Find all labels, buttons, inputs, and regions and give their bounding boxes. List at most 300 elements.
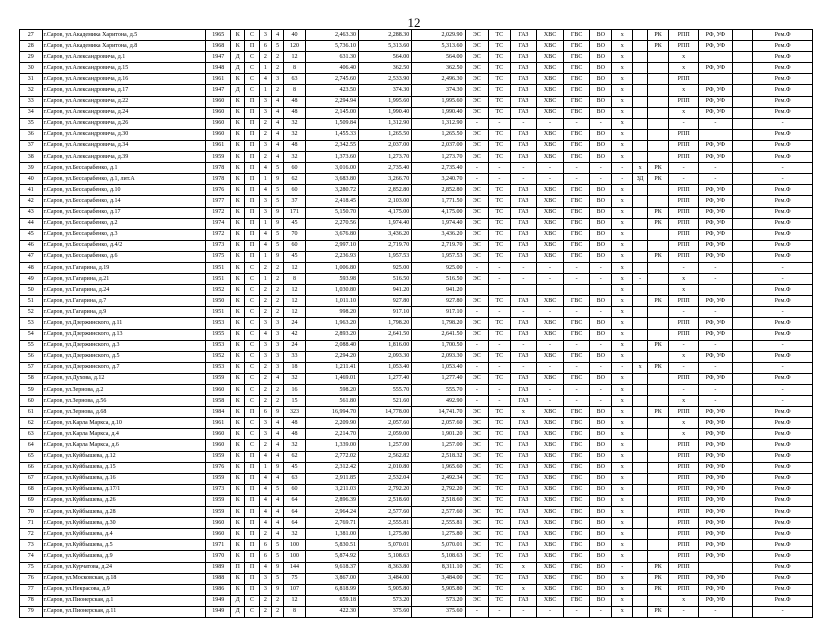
entrances-cell: 4 — [271, 451, 283, 462]
utility-cell: - — [510, 606, 537, 617]
row-number: 40 — [20, 174, 43, 185]
utility-cell: ЭС — [465, 85, 489, 96]
utility-cell — [647, 196, 669, 207]
utility-cell: ХВС — [537, 240, 564, 251]
area-total-cell: 2,463.30 — [305, 30, 358, 41]
class-cell: П — [245, 129, 259, 140]
utility-cell — [537, 285, 564, 296]
utility-cell: - — [590, 385, 612, 396]
utility-cell: ТС — [489, 196, 511, 207]
utility-cell: ЭС — [465, 185, 489, 196]
utility-cell: - — [489, 163, 511, 174]
utility-cell: - — [669, 262, 699, 273]
class-cell: П — [245, 140, 259, 151]
table-row — [20, 118, 813, 129]
class-cell: С — [245, 429, 259, 440]
address-cell: г.Саров, ул.Бессарабенко, д.1, лит.А — [42, 174, 206, 185]
utility-cell — [633, 41, 647, 52]
utility-cell: - — [611, 163, 633, 174]
utility-cell: х — [611, 451, 633, 462]
utility-cell: РПП — [669, 140, 699, 151]
area-residential-cell: 1,771.50 — [412, 196, 465, 207]
area-residential-cell: 925.00 — [412, 262, 465, 273]
utility-cell: Рем.Ф — [753, 152, 813, 163]
area-total-cell: 2,088.40 — [305, 340, 358, 351]
year-cell: 1986 — [206, 584, 231, 595]
apartments-cell: 42 — [284, 329, 306, 340]
area-total-cell: 2,236.93 — [305, 251, 358, 262]
class-cell: С — [245, 285, 259, 296]
utility-cell: - — [465, 307, 489, 318]
row-number: 27 — [20, 30, 43, 41]
utility-cell — [633, 140, 647, 151]
area-living-cell: 374.30 — [359, 85, 412, 96]
utility-cell — [633, 152, 647, 163]
utility-cell: х — [611, 262, 633, 273]
entrances-cell: 4 — [271, 495, 283, 506]
area-living-cell: 1,273.70 — [359, 152, 412, 163]
utility-cell: ГАЗ — [510, 540, 537, 551]
area-residential-cell: 5,905.80 — [412, 584, 465, 595]
address-cell: г.Саров, ул.Дзержинского, д.3 — [42, 340, 206, 351]
utility-cell: РПП — [669, 30, 699, 41]
utility-cell: ГАЗ — [510, 473, 537, 484]
utility-cell: ВО — [590, 429, 612, 440]
row-number: 43 — [20, 207, 43, 218]
floors-cell: 1 — [259, 462, 271, 473]
utility-cell: ТС — [489, 540, 511, 551]
table-row — [20, 362, 813, 373]
utility-cell: х — [611, 52, 633, 63]
utility-cell: х — [611, 551, 633, 562]
utility-cell — [699, 74, 733, 85]
utility-cell — [647, 285, 669, 296]
area-living-cell: 1,974.40 — [359, 218, 412, 229]
utility-cell: - — [537, 385, 564, 396]
entrances-cell: 4 — [271, 429, 283, 440]
utility-cell — [633, 573, 647, 584]
row-number: 64 — [20, 440, 43, 451]
utility-cell: ХВС — [537, 440, 564, 451]
row-number: 48 — [20, 262, 43, 273]
area-total-cell: 2,893.20 — [305, 329, 358, 340]
utility-cell: ТС — [489, 473, 511, 484]
apartments-cell: 12 — [284, 52, 306, 63]
utility-cell: ТС — [489, 218, 511, 229]
address-cell: г.Саров, ул.Гагарина, д.24 — [42, 285, 206, 296]
table-row — [20, 163, 813, 174]
material-cell: К — [231, 262, 245, 273]
utility-cell — [732, 606, 752, 617]
material-cell: К — [231, 240, 245, 251]
utility-cell: ХВС — [537, 518, 564, 529]
utility-cell — [732, 285, 752, 296]
utility-cell: РФ, УФ — [699, 473, 733, 484]
utility-cell: ТС — [489, 52, 511, 63]
class-cell: С — [245, 595, 259, 606]
utility-cell: ГВС — [563, 218, 590, 229]
table-row — [20, 451, 813, 462]
utility-cell: Рем.Ф — [753, 418, 813, 429]
utility-cell: Рем.Ф — [753, 407, 813, 418]
utility-cell: ГВС — [563, 329, 590, 340]
utility-cell: РФ, УФ — [699, 185, 733, 196]
utility-cell: РФ, УФ — [699, 152, 733, 163]
utility-cell — [732, 218, 752, 229]
utility-cell: - — [510, 362, 537, 373]
address-cell: г.Саров, ул.Пионерская, д.1 — [42, 595, 206, 606]
utility-cell: РК — [647, 251, 669, 262]
area-total-cell: 2,772.02 — [305, 451, 358, 462]
class-cell: С — [245, 296, 259, 307]
entrances-cell: 2 — [271, 595, 283, 606]
utility-cell: РПП — [669, 562, 699, 573]
entrances-cell: 5 — [271, 240, 283, 251]
utility-cell: ВО — [590, 518, 612, 529]
utility-cell: - — [699, 307, 733, 318]
apartments-cell: 48 — [284, 429, 306, 440]
apartments-cell: 8 — [284, 274, 306, 285]
entrances-cell: 3 — [271, 318, 283, 329]
area-living-cell: 516.50 — [359, 274, 412, 285]
class-cell: П — [245, 163, 259, 174]
utility-cell: х — [633, 362, 647, 373]
entrances-cell: 2 — [271, 85, 283, 96]
table-row — [20, 229, 813, 240]
area-total-cell: 3,016.00 — [305, 163, 358, 174]
entrances-cell: 3 — [271, 329, 283, 340]
utility-cell: ВО — [590, 407, 612, 418]
table-row — [20, 418, 813, 429]
utility-cell: ХВС — [537, 296, 564, 307]
area-living-cell: 2,057.60 — [359, 418, 412, 429]
utility-cell: - — [465, 163, 489, 174]
utility-cell: - — [510, 274, 537, 285]
utility-cell: х — [669, 396, 699, 407]
utility-cell: ТС — [489, 573, 511, 584]
row-number: 39 — [20, 163, 43, 174]
area-living-cell: 5,905.80 — [359, 584, 412, 595]
area-living-cell: 5,070.01 — [359, 540, 412, 551]
address-cell: г.Саров, ул.Куйбышева, д.16 — [42, 473, 206, 484]
area-living-cell: 2,093.30 — [359, 351, 412, 362]
utility-cell: РПП — [669, 329, 699, 340]
table-row — [20, 74, 813, 85]
material-cell: К — [231, 495, 245, 506]
area-residential-cell: 564.00 — [412, 52, 465, 63]
year-cell: 1960 — [206, 107, 231, 118]
class-cell: С — [245, 396, 259, 407]
utility-cell — [633, 518, 647, 529]
utility-cell: Рем.Ф — [753, 495, 813, 506]
utility-cell: х — [669, 285, 699, 296]
utility-cell: ГВС — [563, 595, 590, 606]
material-cell: К — [231, 107, 245, 118]
class-cell: С — [245, 340, 259, 351]
utility-cell — [647, 85, 669, 96]
material-cell: К — [231, 274, 245, 285]
apartments-cell: 120 — [284, 41, 306, 52]
area-living-cell: 5,313.60 — [359, 41, 412, 52]
utility-cell: ЭС — [465, 240, 489, 251]
area-residential-cell: 2,492.34 — [412, 473, 465, 484]
utility-cell: РФ, УФ — [699, 41, 733, 52]
utility-cell — [732, 473, 752, 484]
utility-cell — [647, 507, 669, 518]
utility-cell: ТС — [489, 584, 511, 595]
utility-cell: - — [699, 174, 733, 185]
row-number: 58 — [20, 373, 43, 384]
apartments-cell: 12 — [284, 595, 306, 606]
utility-cell: - — [669, 362, 699, 373]
area-residential-cell: 1,901.20 — [412, 429, 465, 440]
area-total-cell: 3,683.80 — [305, 174, 358, 185]
apartments-cell: 8 — [284, 63, 306, 74]
year-cell: 1973 — [206, 484, 231, 495]
utility-cell: х — [611, 274, 633, 285]
row-number: 29 — [20, 52, 43, 63]
table-row — [20, 251, 813, 262]
row-number: 78 — [20, 595, 43, 606]
year-cell: 1959 — [206, 473, 231, 484]
area-living-cell: 14,778.00 — [359, 407, 412, 418]
area-living-cell: 573.20 — [359, 595, 412, 606]
floors-cell: 2 — [259, 595, 271, 606]
year-cell: 1975 — [206, 251, 231, 262]
table-body — [20, 30, 813, 618]
floors-cell: 4 — [259, 185, 271, 196]
utility-cell: - — [699, 274, 733, 285]
year-cell: 1971 — [206, 540, 231, 551]
utility-cell: Рем.Ф — [753, 218, 813, 229]
utility-cell: х — [611, 207, 633, 218]
utility-cell: РК — [647, 174, 669, 185]
area-residential-cell: 2,037.00 — [412, 140, 465, 151]
utility-cell: РФ, УФ — [699, 351, 733, 362]
utility-cell: РПП — [669, 251, 699, 262]
floors-cell: 4 — [259, 329, 271, 340]
utility-cell: - — [510, 307, 537, 318]
year-cell: 1959 — [206, 373, 231, 384]
year-cell: 1988 — [206, 573, 231, 584]
year-cell: 1947 — [206, 52, 231, 63]
address-cell: г.Саров, ул.Дзержинского, д.11 — [42, 318, 206, 329]
utility-cell — [633, 285, 647, 296]
utility-cell: - — [590, 118, 612, 129]
utility-cell: ТС — [489, 152, 511, 163]
utility-cell: ВО — [590, 318, 612, 329]
year-cell: 1950 — [206, 296, 231, 307]
utility-cell: ГВС — [563, 85, 590, 96]
material-cell: К — [231, 518, 245, 529]
utility-cell: ХВС — [537, 207, 564, 218]
utility-cell: ГАЗ — [510, 140, 537, 151]
material-cell: К — [231, 429, 245, 440]
area-residential-cell: 2,792.20 — [412, 484, 465, 495]
material-cell: Д — [231, 595, 245, 606]
utility-cell: Рем.Ф — [753, 318, 813, 329]
material-cell: К — [231, 96, 245, 107]
utility-cell: ВО — [590, 107, 612, 118]
utility-cell — [647, 440, 669, 451]
utility-cell — [633, 240, 647, 251]
utility-cell: ЭС — [465, 584, 489, 595]
utility-cell: - — [590, 396, 612, 407]
row-number: 42 — [20, 196, 43, 207]
apartments-cell: 48 — [284, 107, 306, 118]
floors-cell: 4 — [259, 507, 271, 518]
utility-cell — [633, 340, 647, 351]
area-living-cell: 2,719.70 — [359, 240, 412, 251]
utility-cell: х — [611, 396, 633, 407]
utility-cell — [732, 74, 752, 85]
utility-cell: - — [489, 274, 511, 285]
area-residential-cell: 2,057.60 — [412, 418, 465, 429]
utility-cell: - — [465, 362, 489, 373]
area-living-cell: 2,792.20 — [359, 484, 412, 495]
floors-cell: 2 — [259, 152, 271, 163]
utility-cell: - — [510, 163, 537, 174]
area-total-cell: 5,736.10 — [305, 41, 358, 52]
utility-cell: ГАЗ — [510, 85, 537, 96]
utility-cell: Рем.Ф — [753, 140, 813, 151]
area-total-cell: 593.98 — [305, 274, 358, 285]
utility-cell: Рем.Ф — [753, 429, 813, 440]
utility-cell: х — [633, 163, 647, 174]
utility-cell: ГВС — [563, 107, 590, 118]
utility-cell: ХВС — [537, 407, 564, 418]
utility-cell — [647, 451, 669, 462]
utility-cell: - — [489, 307, 511, 318]
row-number: 38 — [20, 152, 43, 163]
table-row — [20, 529, 813, 540]
year-cell: 1960 — [206, 440, 231, 451]
utility-cell: РФ, УФ — [699, 85, 733, 96]
row-number: 79 — [20, 606, 43, 617]
material-cell: К — [231, 296, 245, 307]
table-row — [20, 285, 813, 296]
apartments-cell: 8 — [284, 606, 306, 617]
apartments-cell: 16 — [284, 385, 306, 396]
floors-cell: 3 — [259, 584, 271, 595]
table-row — [20, 540, 813, 551]
year-cell: 1952 — [206, 351, 231, 362]
utility-cell: х — [611, 329, 633, 340]
utility-cell: РК — [647, 163, 669, 174]
address-cell: г.Саров, ул.Куйбышева, д.30 — [42, 518, 206, 529]
apartments-cell: 64 — [284, 507, 306, 518]
row-number: 72 — [20, 529, 43, 540]
area-total-cell: 16,994.70 — [305, 407, 358, 418]
utility-cell: ГВС — [563, 584, 590, 595]
table-row — [20, 296, 813, 307]
utility-cell: ТС — [489, 451, 511, 462]
utility-cell: ХВС — [537, 529, 564, 540]
utility-cell: РПП — [669, 41, 699, 52]
area-residential-cell: 2,577.60 — [412, 507, 465, 518]
apartments-cell: 33 — [284, 351, 306, 362]
utility-cell: РФ, УФ — [699, 518, 733, 529]
utility-cell: х — [669, 274, 699, 285]
floors-cell: 3 — [259, 207, 271, 218]
class-cell: П — [245, 540, 259, 551]
area-living-cell: 564.00 — [359, 52, 412, 63]
utility-cell: РФ, УФ — [699, 429, 733, 440]
utility-cell: Рем.Ф — [753, 584, 813, 595]
utility-cell: ВО — [590, 562, 612, 573]
address-cell: г.Саров, ул.Академика Харитона, д.8 — [42, 41, 206, 52]
address-cell: г.Саров, ул.Бессарабенко, д.17 — [42, 207, 206, 218]
utility-cell — [633, 207, 647, 218]
area-living-cell: 375.60 — [359, 606, 412, 617]
utility-cell: Рем.Ф — [753, 74, 813, 85]
utility-cell: ГВС — [563, 129, 590, 140]
utility-cell: ВО — [590, 207, 612, 218]
table-row — [20, 329, 813, 340]
class-cell: П — [245, 584, 259, 595]
address-cell: г.Саров, ул.Куйбышева, д.28 — [42, 507, 206, 518]
utility-cell: х — [669, 595, 699, 606]
material-cell: Д — [231, 63, 245, 74]
utility-cell: ГВС — [563, 451, 590, 462]
utility-cell: Рем.Ф — [753, 251, 813, 262]
address-cell: г.Саров, ул.Александровича, д.1 — [42, 52, 206, 63]
utility-cell: х — [669, 107, 699, 118]
utility-cell: ВО — [590, 152, 612, 163]
address-cell: г.Саров, ул.Карла Маркса, д.10 — [42, 418, 206, 429]
utility-cell: Рем.Ф — [753, 285, 813, 296]
utility-cell: - — [590, 274, 612, 285]
utility-cell — [633, 296, 647, 307]
floors-cell: 2 — [259, 296, 271, 307]
area-residential-cell: 4,175.00 — [412, 207, 465, 218]
entrances-cell: 4 — [271, 152, 283, 163]
utility-cell: - — [669, 163, 699, 174]
utility-cell: - — [611, 174, 633, 185]
apartments-cell: 24 — [284, 318, 306, 329]
utility-cell: РК — [647, 207, 669, 218]
row-number: 54 — [20, 329, 43, 340]
utility-cell: ГАЗ — [510, 74, 537, 85]
utility-cell: ТС — [489, 107, 511, 118]
utility-cell: - — [753, 396, 813, 407]
utility-cell — [633, 74, 647, 85]
utility-cell: х — [611, 418, 633, 429]
year-cell: 1978 — [206, 174, 231, 185]
utility-cell: РПП — [669, 484, 699, 495]
utility-cell: - — [753, 385, 813, 396]
utility-cell: х — [611, 30, 633, 41]
utility-cell — [732, 396, 752, 407]
utility-cell: ГВС — [563, 240, 590, 251]
utility-cell: - — [563, 118, 590, 129]
utility-cell: ВО — [590, 296, 612, 307]
table-row — [20, 429, 813, 440]
year-cell: 1976 — [206, 462, 231, 473]
utility-cell — [732, 318, 752, 329]
area-living-cell: 1,990.40 — [359, 107, 412, 118]
utility-cell: ВО — [590, 584, 612, 595]
utility-cell: - — [699, 396, 733, 407]
utility-cell: - — [510, 174, 537, 185]
utility-cell: ТС — [489, 251, 511, 262]
utility-cell: ТС — [489, 185, 511, 196]
entrances-cell: 4 — [271, 118, 283, 129]
utility-cell: ХВС — [537, 318, 564, 329]
class-cell: С — [245, 30, 259, 41]
address-cell: г.Саров, ул.Академика Харитона, д.5 — [42, 30, 206, 41]
utility-cell — [732, 484, 752, 495]
